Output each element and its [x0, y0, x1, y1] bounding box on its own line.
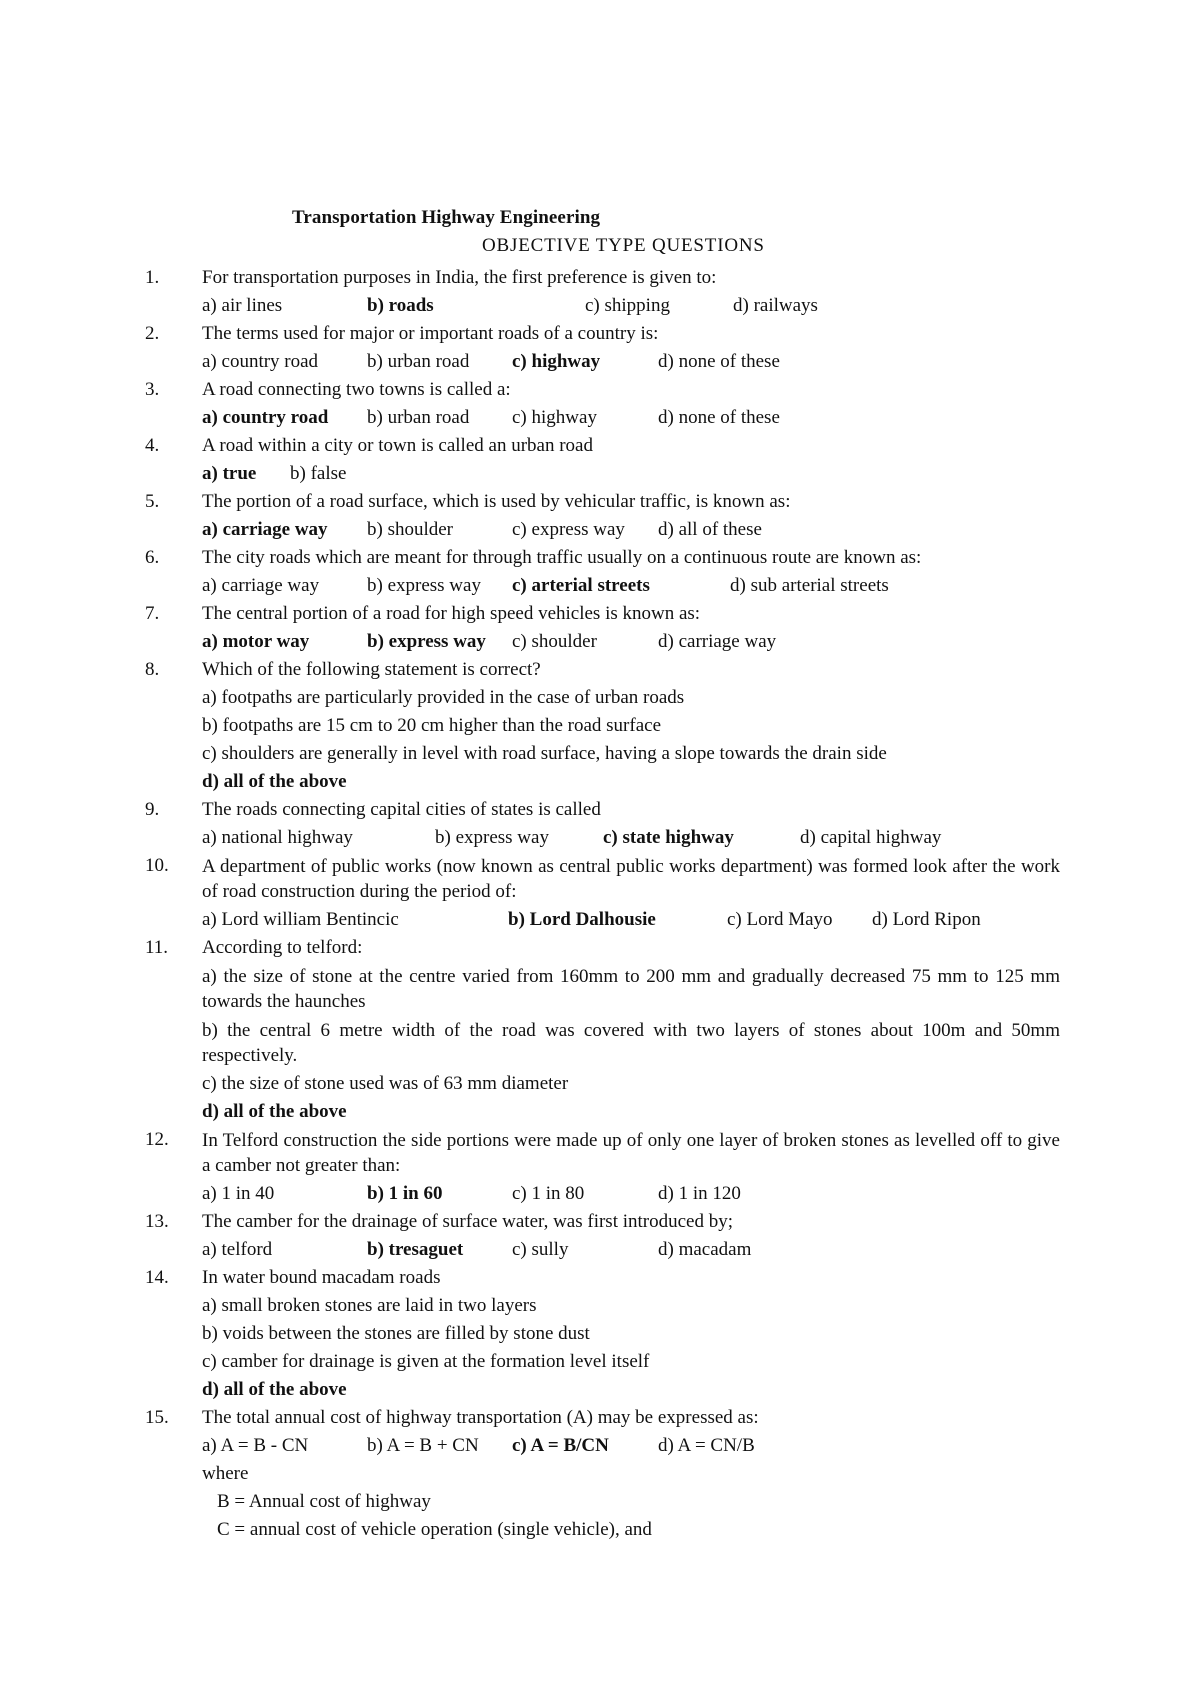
option: d) carriage way — [658, 631, 777, 652]
option-answer: b) Lord Dalhousie — [508, 909, 656, 930]
option: b) urban road — [367, 351, 470, 372]
option-answer: a) true — [202, 463, 257, 484]
option: a) country road — [202, 351, 319, 372]
question-number: 8. — [145, 659, 160, 680]
option-row — [202, 348, 1060, 376]
question-item — [0, 320, 1200, 376]
question-text: According to telford: — [202, 937, 363, 958]
option-answer: b) tresaguet — [367, 1239, 464, 1260]
option: c) Lord Mayo — [727, 909, 833, 930]
option: a) national highway — [202, 827, 353, 848]
option-answer: a) motor way — [202, 631, 310, 652]
question-item — [0, 1126, 1200, 1208]
question-number: 13. — [145, 1211, 169, 1232]
question-number: 4. — [145, 435, 160, 456]
question-number: 2. — [145, 323, 160, 344]
option-row — [202, 1432, 1060, 1460]
option: b) urban road — [367, 407, 470, 428]
question-number: 9. — [145, 799, 160, 820]
formula-note: B = Annual cost of highway — [217, 1491, 431, 1512]
formula-note: C = annual cost of vehicle operation (single vehicle), and — [217, 1519, 652, 1540]
question-number: 3. — [145, 379, 160, 400]
option: a) footpaths are particularly provided in the case of urban roads — [202, 687, 685, 708]
option: c) sully — [512, 1239, 569, 1260]
question-item — [0, 376, 1200, 432]
option-row — [202, 1180, 1060, 1208]
option: d) capital highway — [800, 827, 942, 848]
question-text: For transportation purposes in India, the first preference is given to: — [202, 267, 717, 288]
option-answer: c) arterial streets — [512, 575, 650, 596]
question-list — [0, 264, 1200, 1544]
option-answer: d) all of the above — [202, 1379, 347, 1400]
question-text: The roads connecting capital cities of states is called — [202, 799, 601, 820]
question-text: The terms used for major or important roads of a country is: — [202, 323, 659, 344]
option: a) small broken stones are laid in two layers — [202, 1295, 537, 1316]
option: d) all of these — [658, 519, 762, 540]
option-answer: a) carriage way — [202, 519, 328, 540]
option-row — [202, 572, 1060, 600]
question-item — [0, 600, 1200, 656]
question-item — [0, 852, 1200, 934]
option: b) express way — [367, 575, 481, 596]
option: a) carriage way — [202, 575, 320, 596]
question-number: 6. — [145, 547, 160, 568]
question-item — [0, 656, 1200, 796]
option-answer: b) roads — [367, 295, 434, 316]
option: c) express way — [512, 519, 625, 540]
option-answer: a) country road — [202, 407, 329, 428]
option-row — [202, 292, 1060, 320]
question-item — [0, 1264, 1200, 1404]
option: b) A = B + CN — [367, 1435, 479, 1456]
question-number: 14. — [145, 1267, 169, 1288]
option: b) the central 6 metre width of the road was covered with two layers of stones about 100m and 50mm respectively. — [202, 1020, 1060, 1066]
option-row — [202, 1236, 1060, 1264]
document-title: Transportation Highway Engineering — [292, 207, 601, 228]
option: b) false — [290, 463, 347, 484]
option: d) none of these — [658, 351, 780, 372]
option: d) sub arterial streets — [730, 575, 889, 596]
question-text: A department of public works (now known as central public works department) was formed look after the work of road construction during the period of: — [202, 856, 1060, 902]
option: c) camber for drainage is given at the formation level itself — [202, 1351, 650, 1372]
option: a) air lines — [202, 295, 283, 316]
option-answer: b) express way — [367, 631, 486, 652]
option: d) railways — [733, 295, 818, 316]
option-answer: d) all of the above — [202, 1101, 347, 1122]
option: d) 1 in 120 — [658, 1183, 741, 1204]
option-answer: d) all of the above — [202, 771, 347, 792]
question-item — [0, 1208, 1200, 1264]
option: c) shipping — [585, 295, 670, 316]
option: a) Lord william Bentincic — [202, 909, 399, 930]
option: c) shoulder — [512, 631, 597, 652]
question-text: A road within a city or town is called an urban road — [202, 435, 593, 456]
question-text: In water bound macadam roads — [202, 1267, 441, 1288]
question-number: 10. — [145, 855, 169, 876]
question-number: 5. — [145, 491, 160, 512]
question-number: 12. — [145, 1129, 169, 1150]
question-text: The central portion of a road for high speed vehicles is known as: — [202, 603, 701, 624]
option: c) the size of stone used was of 63 mm diameter — [202, 1073, 569, 1094]
question-number: 1. — [145, 267, 160, 288]
question-item — [0, 934, 1200, 1126]
question-text: The total annual cost of highway transportation (A) may be expressed as: — [202, 1407, 759, 1428]
question-item — [0, 1404, 1200, 1544]
option-row — [202, 628, 1060, 656]
question-item — [0, 264, 1200, 320]
option: a) 1 in 40 — [202, 1183, 275, 1204]
option-row — [202, 404, 1060, 432]
option: c) highway — [512, 407, 597, 428]
option-row — [202, 824, 1060, 852]
option-answer: c) state highway — [603, 827, 734, 848]
option: d) macadam — [658, 1239, 752, 1260]
option-row — [202, 906, 1060, 934]
question-text: The city roads which are meant for through traffic usually on a continuous route are known as: — [202, 547, 922, 568]
option: b) footpaths are 15 cm to 20 cm higher than the road surface — [202, 715, 662, 736]
question-number: 11. — [145, 937, 169, 958]
option-answer: c) A = B/CN — [512, 1435, 609, 1456]
question-item — [0, 544, 1200, 600]
option: a) A = B - CN — [202, 1435, 309, 1456]
section-subtitle: OBJECTIVE TYPE QUESTIONS — [482, 235, 765, 256]
option: b) voids between the stones are filled by stone dust — [202, 1323, 590, 1344]
question-item — [0, 432, 1200, 488]
option-row — [202, 516, 1060, 544]
option: d) none of these — [658, 407, 780, 428]
question-text: The portion of a road surface, which is used by vehicular traffic, is known as: — [202, 491, 791, 512]
option-answer: b) 1 in 60 — [367, 1183, 443, 1204]
option: c) 1 in 80 — [512, 1183, 585, 1204]
question-item — [0, 796, 1200, 852]
option: b) express way — [435, 827, 549, 848]
option: a) the size of stone at the centre varied from 160mm to 200 mm and gradually decreased 75 mm to 125 mm towards the haunches — [202, 966, 1060, 1012]
question-text: The camber for the drainage of surface water, was first introduced by; — [202, 1211, 734, 1232]
option: d) Lord Ripon — [872, 909, 981, 930]
question-item — [0, 488, 1200, 544]
formula-note: where — [202, 1463, 249, 1484]
question-text: A road connecting two towns is called a: — [202, 379, 511, 400]
option-row — [202, 460, 1060, 488]
option-answer: c) highway — [512, 351, 601, 372]
option: b) shoulder — [367, 519, 454, 540]
question-number: 7. — [145, 603, 160, 624]
option: d) A = CN/B — [658, 1435, 755, 1456]
option: a) telford — [202, 1239, 273, 1260]
question-text: Which of the following statement is correct? — [202, 659, 541, 680]
option: c) shoulders are generally in level with road surface, having a slope towards the drain side — [202, 743, 887, 764]
question-text: In Telford construction the side portions were made up of only one layer of broken stones as levelled off to give a camber not greater than: — [202, 1130, 1060, 1176]
question-number: 15. — [145, 1407, 169, 1428]
